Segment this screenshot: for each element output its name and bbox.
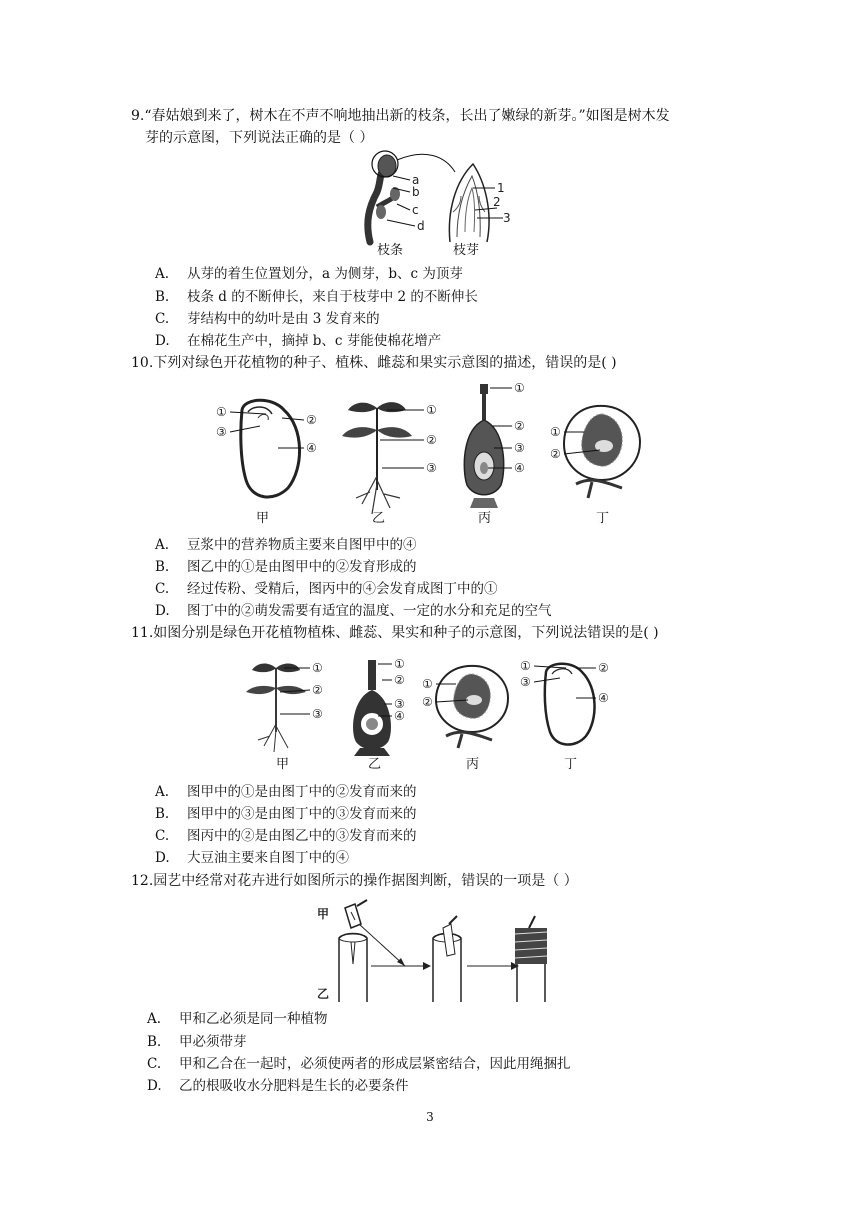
svg-text:①: ①	[514, 381, 525, 395]
question-9-stem	[131, 105, 751, 149]
q10-figure	[212, 380, 672, 528]
q11-fruit-diagram	[422, 666, 508, 772]
label-yi: 乙	[317, 987, 330, 1001]
q9-figure-bud	[355, 152, 525, 257]
q12-option-d[interactable]: D. 乙的根吸收水分肥料是生长的必要条件	[147, 1078, 409, 1094]
label-b: b	[412, 185, 420, 199]
svg-text:①: ①	[216, 405, 227, 419]
q11-option-a[interactable]: A. 图甲中的①是由图丁中的②发育而来的	[155, 784, 417, 800]
q11-pistil-diagram	[353, 657, 405, 772]
q12-option-a[interactable]: A. 甲和乙必须是同一种植物	[147, 1011, 328, 1027]
q9-option-b[interactable]: B. 枝条 d 的不断伸长，来自于枝芽中 2 的不断伸长	[155, 289, 478, 305]
question-10-stem: 10.下列对绿色开花植物的种子、植株、雌蕊和果实示意图的描述，错误的是( )	[131, 355, 617, 371]
label-2: 2	[493, 195, 501, 209]
q11-option-b[interactable]: B. 图甲中的③是由图丁中的③发育而来的	[155, 806, 417, 822]
svg-text:①: ①	[312, 661, 323, 675]
q9-option-d[interactable]: D. 在棉花生产中，摘掉 b、c 芽能使棉花增产	[155, 333, 442, 349]
svg-text:丙: 丙	[478, 511, 492, 526]
q10-seed-diagram	[216, 400, 317, 526]
q11-seed-diagram	[520, 659, 609, 772]
svg-text:甲: 甲	[276, 757, 290, 772]
q11-plant-diagram	[246, 661, 323, 772]
svg-text:③: ③	[514, 441, 525, 455]
label-jia: 甲	[317, 907, 330, 921]
svg-text:②: ②	[598, 661, 609, 675]
q11-option-c[interactable]: C. 图丙中的②是由图乙中的③发育而来的	[155, 828, 417, 844]
svg-text:丙: 丙	[466, 757, 480, 772]
q11-option-d[interactable]: D. 大豆油主要来自图丁中的④	[155, 850, 349, 866]
q12-option-c[interactable]: C. 甲和乙合在一起时，必须使两者的形成层紧密结合，因此用绳捆扎	[147, 1056, 571, 1072]
svg-text:④: ④	[514, 461, 525, 475]
svg-text:②: ②	[426, 433, 437, 447]
svg-text:②: ②	[514, 419, 525, 433]
label-d: d	[417, 219, 425, 233]
question-12-stem: 12.园艺中经常对花卉进行如图所示的操作据图判断，错误的一项是（ ）	[131, 873, 578, 889]
svg-text:③: ③	[312, 707, 323, 721]
q10-option-d[interactable]: D. 图丁中的②萌发需要有适宜的温度、一定的水分和充足的空气	[155, 603, 552, 619]
page-number: 3	[426, 1110, 434, 1124]
caption-branch: 枝条	[377, 243, 404, 258]
svg-text:①: ①	[394, 657, 405, 671]
label-c: c	[412, 203, 419, 217]
q10-option-b[interactable]: B. 图乙中的①是由图甲中的②发育形成的	[155, 559, 417, 575]
svg-text:①: ①	[422, 677, 433, 691]
q10-option-c[interactable]: C. 经过传粉、受精后，图丙中的④会发育成图丁中的①	[155, 581, 498, 597]
q9-line1: 9.“春姑娘到来了，树木在不声不响地抽出新的枝条，长出了嫩绿的新芽。”如图是树木发	[131, 108, 670, 124]
svg-text:②: ②	[422, 695, 433, 709]
q12-grafting-figure	[315, 898, 565, 1004]
svg-text:①: ①	[426, 403, 437, 417]
svg-text:②: ②	[306, 413, 317, 427]
label-a: a	[412, 173, 420, 187]
q12-option-b[interactable]: B. 甲必须带芽	[147, 1034, 247, 1050]
svg-text:③: ③	[520, 675, 531, 689]
svg-text:③: ③	[426, 461, 437, 475]
q10-plant-diagram	[342, 402, 437, 526]
svg-text:③: ③	[216, 425, 227, 439]
label-1: 1	[497, 181, 505, 195]
svg-text:①: ①	[520, 659, 531, 673]
svg-text:①: ①	[550, 425, 561, 439]
svg-text:乙: 乙	[368, 757, 382, 772]
question-11-stem: 11.如图分别是绿色开花植物植株、雌蕊、果实和种子的示意图，下列说法错误的是( )	[131, 625, 659, 641]
q10-option-a[interactable]: A. 豆浆中的营养物质主要来自图甲中的④	[155, 537, 417, 553]
q9-option-a[interactable]: A. 从芽的着生位置划分，a 为侧芽，b、c 为顶芽	[155, 266, 463, 282]
caption-bud: 枝芽	[453, 243, 480, 258]
svg-text:乙: 乙	[372, 511, 386, 526]
q10-pistil-diagram	[464, 381, 524, 526]
svg-text:丁: 丁	[564, 757, 578, 772]
svg-text:④: ④	[394, 709, 405, 723]
svg-text:③: ③	[394, 697, 405, 711]
q9-option-c[interactable]: C. 芽结构中的幼叶是由 3 发育来的	[155, 311, 380, 327]
label-3: 3	[503, 211, 511, 225]
q11-figure	[236, 652, 636, 770]
svg-text:④: ④	[306, 441, 317, 455]
q10-fruit-diagram	[550, 406, 640, 526]
svg-text:丁: 丁	[596, 511, 610, 526]
svg-text:②: ②	[312, 683, 323, 697]
svg-text:④: ④	[598, 691, 609, 705]
svg-text:甲: 甲	[256, 511, 270, 526]
svg-text:②: ②	[550, 447, 561, 461]
q9-line2: 芽的示意图，下列说法正确的是（ ）	[145, 130, 374, 146]
svg-text:②: ②	[394, 673, 405, 687]
